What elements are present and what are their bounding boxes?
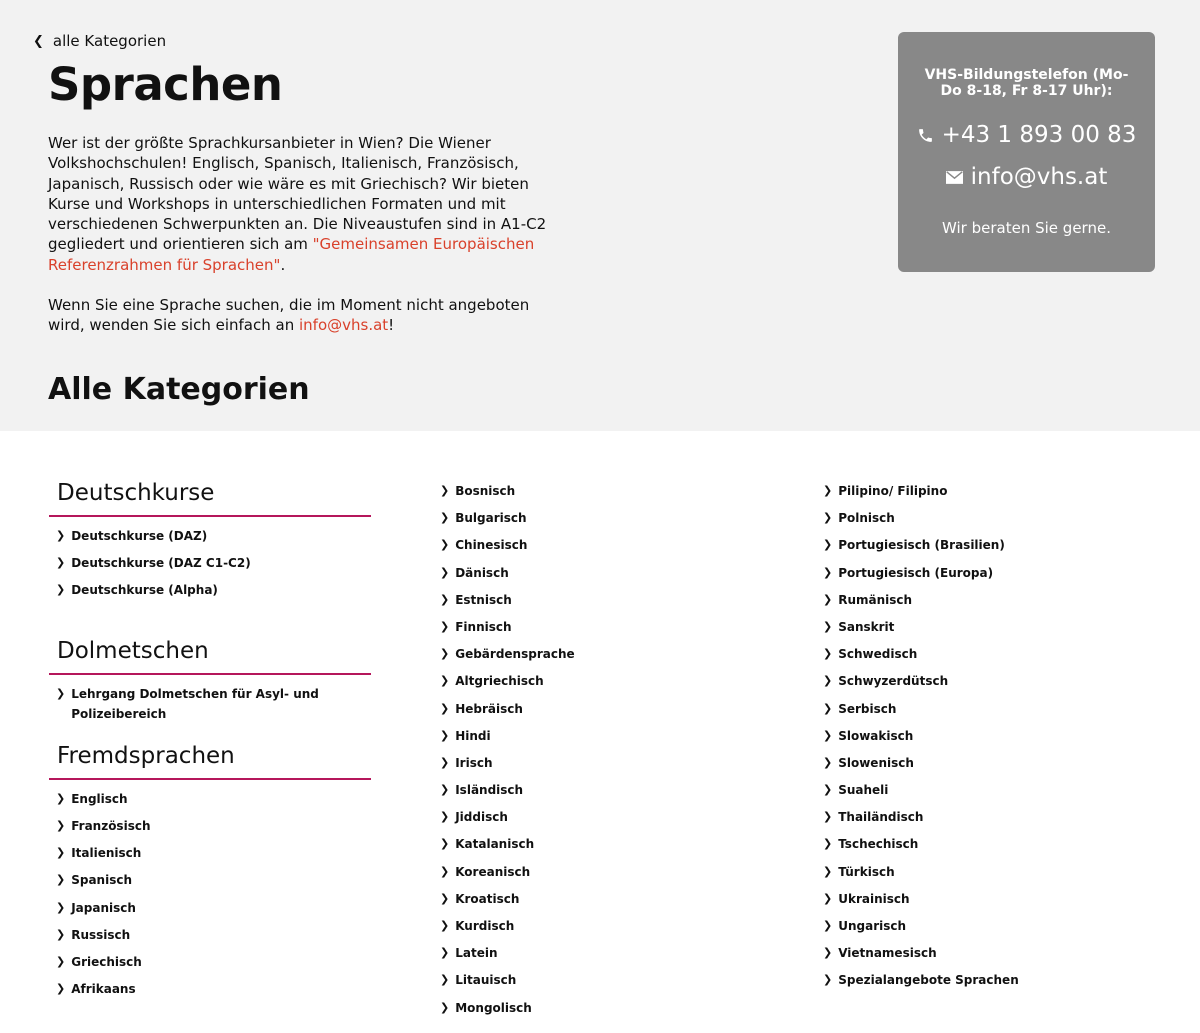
category-item[interactable]: ❯ Kroatisch	[440, 889, 780, 916]
chevron-right-icon: ❯	[440, 674, 450, 688]
category-item[interactable]: ❯ Russisch	[56, 925, 371, 952]
chevron-right-icon: ❯	[823, 728, 833, 742]
category-column-1	[49, 477, 371, 1033]
category-item[interactable]: ❯ Mongolisch	[440, 998, 780, 1025]
category-item[interactable]: ❯ Gebärdensprache	[440, 644, 780, 671]
chevron-right-icon: ❯	[56, 583, 66, 597]
chevron-right-icon: ❯	[440, 511, 450, 525]
category-list	[49, 684, 371, 721]
hotline-phone-number: +43 1 893 00 83	[941, 122, 1137, 148]
category-item[interactable]: ❯ Deutschkurse (DAZ)	[56, 526, 371, 553]
intro-paragraph-2: Wenn Sie eine Sprache suchen, die im Moment nicht angeboten wird, wenden Sie sich einfach an info@vhs.at!	[48, 296, 530, 335]
chevron-right-icon: ❯	[440, 891, 450, 905]
chevron-right-icon: ❯	[56, 873, 66, 887]
chevron-right-icon: ❯	[823, 484, 833, 497]
chevron-right-icon: ❯	[823, 619, 833, 633]
category-item[interactable]: ❯ Englisch	[56, 789, 371, 816]
cefr-link[interactable]: "Gemeinsamen Europäischen Referenzrahmen für Sprachen"	[48, 235, 535, 274]
category-item[interactable]: ❯ Afrikaans	[56, 979, 371, 1006]
chevron-right-icon: ❯	[56, 954, 66, 968]
category-item[interactable]: ❯ Chinesisch	[440, 535, 780, 562]
category-item[interactable]: ❯ Bosnisch	[440, 481, 780, 508]
hotline-phone[interactable]	[898, 122, 1155, 148]
category-item[interactable]: ❯ Litauisch	[440, 970, 780, 997]
chevron-right-icon: ❯	[823, 837, 833, 851]
category-item[interactable]: ❯ Portugiesisch (Brasilien)	[823, 535, 1163, 562]
category-group	[49, 477, 371, 608]
category-column-2	[440, 477, 780, 1025]
chevron-right-icon: ❯	[440, 946, 450, 960]
category-item[interactable]: ❯ Schwedisch	[823, 644, 1163, 671]
category-item[interactable]: ❯ Deutschkurse (Alpha)	[56, 580, 371, 607]
chevron-right-icon: ❯	[440, 565, 450, 579]
category-item[interactable]: ❯ Spanisch	[56, 870, 371, 897]
hotline-box	[898, 32, 1155, 272]
category-item[interactable]: ❯ Suaheli	[823, 780, 1163, 807]
category-item[interactable]: ❯ Hebräisch	[440, 699, 780, 726]
page-title: Sprachen	[48, 58, 283, 111]
group-title: Deutschkurse	[49, 477, 371, 517]
category-list	[49, 789, 371, 1007]
intro-paragraph-1: Wer ist der größte Sprachkursanbieter in Wien? Die Wiener Volkshochschulen! Englisch, Spanisch, Italienisch, Französisch, Japanisch, Russisch oder wie wäre es mit Griechisch? Wir bieten Kurse und Workshops in unterschiedlichen Formaten und mit verschiedenen Schwerpunkten an. Die Niveaustufen sind in A1-C2 gegliedert und orientieren sich am "Gemeinsamen Europäischen Referenzrahmen für Sprachen".	[48, 134, 547, 274]
categories-title: Alle Kategorien	[48, 372, 310, 407]
category-list	[49, 526, 371, 608]
phone-icon	[917, 127, 934, 144]
category-item[interactable]: ❯ Polnisch	[823, 508, 1163, 535]
chevron-right-icon: ❯	[823, 755, 833, 769]
chevron-right-icon: ❯	[440, 919, 450, 932]
chevron-right-icon: ❯	[440, 538, 450, 552]
chevron-right-icon: ❯	[823, 565, 833, 579]
category-group	[49, 740, 371, 1007]
chevron-right-icon: ❯	[823, 810, 833, 824]
chevron-right-icon: ❯	[440, 701, 450, 715]
chevron-right-icon: ❯	[440, 810, 450, 824]
chevron-right-icon: ❯	[440, 592, 450, 606]
chevron-right-icon: ❯	[823, 538, 833, 552]
chevron-right-icon: ❯	[823, 783, 833, 797]
group-title: Dolmetschen	[49, 635, 371, 675]
category-item[interactable]: ❯ Koreanisch	[440, 862, 780, 889]
category-item[interactable]: ❯ Pilipino/ Filipino	[823, 481, 1163, 508]
chevron-right-icon: ❯	[440, 728, 450, 742]
chevron-right-icon: ❯	[56, 982, 66, 996]
category-item[interactable]: ❯ Griechisch	[56, 952, 371, 979]
category-item[interactable]: ❯ Jiddisch	[440, 807, 780, 834]
category-item[interactable]: ❯ Sanskrit	[823, 617, 1163, 644]
chevron-right-icon: ❯	[56, 556, 66, 570]
category-item[interactable]: ❯ Tschechisch	[823, 834, 1163, 861]
chevron-right-icon: ❯	[823, 647, 833, 661]
header-section	[0, 0, 1200, 431]
language-list	[440, 477, 780, 1025]
category-item[interactable]: ❯ Italienisch	[56, 843, 371, 870]
chevron-right-icon: ❯	[440, 783, 450, 797]
category-item[interactable]: ❯ Ungarisch	[823, 916, 1163, 943]
mail-icon	[946, 171, 963, 184]
chevron-right-icon: ❯	[440, 647, 450, 661]
category-item[interactable]: ❯ Thailändisch	[823, 807, 1163, 834]
category-item[interactable]: ❯ Katalanisch	[440, 834, 780, 861]
category-item[interactable]: ❯ Irisch	[440, 753, 780, 780]
category-item[interactable]: ❯ Finnisch	[440, 617, 780, 644]
hotline-email[interactable]	[898, 164, 1155, 190]
intro-text	[48, 133, 568, 356]
group-title: Fremdsprachen	[49, 740, 371, 780]
category-item[interactable]: ❯ Französisch	[56, 816, 371, 843]
chevron-right-icon: ❯	[823, 701, 833, 715]
category-item[interactable]: ❯ Bulgarisch	[440, 508, 780, 535]
chevron-right-icon: ❯	[56, 846, 66, 860]
chevron-right-icon: ❯	[56, 900, 66, 914]
chevron-right-icon: ❯	[823, 919, 833, 932]
back-link-label: alle Kategorien	[52, 32, 167, 50]
category-item[interactable]: ❯ Isländisch	[440, 780, 780, 807]
category-item[interactable]: ❯ Altgriechisch	[440, 671, 780, 698]
category-item[interactable]: ❯ Latein	[440, 943, 780, 970]
category-item[interactable]: ❯ Japanisch	[56, 898, 371, 925]
hotline-label: VHS-Bildungstelefon (Mo-Do 8-18, Fr 8-17 Uhr):	[924, 67, 1129, 99]
chevron-right-icon: ❯	[823, 973, 833, 987]
chevron-right-icon: ❯	[823, 511, 833, 525]
category-item[interactable]: ❯ Ukrainisch	[823, 889, 1163, 916]
category-group	[49, 635, 371, 721]
chevron-right-icon: ❯	[440, 973, 450, 987]
back-to-categories-link[interactable]	[33, 32, 166, 50]
category-item[interactable]: ❯ Serbisch	[823, 699, 1163, 726]
chevron-right-icon: ❯	[823, 946, 833, 960]
language-list	[823, 477, 1163, 998]
hotline-email-address: info@vhs.at	[970, 164, 1108, 190]
category-item[interactable]: ❯ Lehrgang Dolmetschen für Asyl- und Polizeibereich	[56, 684, 371, 711]
chevron-right-icon: ❯	[440, 837, 450, 851]
chevron-right-icon: ❯	[440, 1000, 450, 1014]
chevron-right-icon: ❯	[56, 818, 66, 832]
chevron-right-icon: ❯	[823, 592, 833, 606]
category-item[interactable]: ❯ Türkisch	[823, 862, 1163, 889]
chevron-right-icon: ❯	[440, 619, 450, 633]
chevron-right-icon: ❯	[440, 484, 450, 497]
category-item[interactable]: ❯ Hindi	[440, 726, 780, 753]
category-item[interactable]: ❯ Schwyzerdütsch	[823, 671, 1163, 698]
chevron-right-icon: ❯	[56, 686, 66, 700]
category-item[interactable]: ❯ Rumänisch	[823, 590, 1163, 617]
category-item[interactable]: ❯ Vietnamesisch	[823, 943, 1163, 970]
category-item[interactable]: ❯ Kurdisch	[440, 916, 780, 943]
category-item[interactable]: ❯ Slowenisch	[823, 753, 1163, 780]
category-column-3	[823, 477, 1163, 998]
category-item[interactable]: ❯ Slowakisch	[823, 726, 1163, 753]
chevron-right-icon: ❯	[56, 529, 66, 542]
category-item[interactable]: ❯ Spezialangebote Sprachen	[823, 970, 1163, 997]
contact-email-link[interactable]: info@vhs.at	[298, 316, 389, 335]
chevron-right-icon: ❯	[823, 674, 833, 688]
chevron-right-icon: ❯	[56, 927, 66, 941]
chevron-left-icon: ❮	[33, 33, 44, 49]
chevron-right-icon: ❯	[823, 891, 833, 905]
category-item[interactable]: ❯ Dänisch	[440, 563, 780, 590]
chevron-right-icon: ❯	[440, 864, 450, 878]
chevron-right-icon: ❯	[823, 864, 833, 878]
category-item[interactable]: ❯ Deutschkurse (DAZ C1-C2)	[56, 553, 371, 580]
hotline-note: Wir beraten Sie gerne.	[942, 219, 1111, 237]
chevron-right-icon: ❯	[56, 791, 66, 805]
category-item[interactable]: ❯ Portugiesisch (Europa)	[823, 563, 1163, 590]
category-item[interactable]: ❯ Estnisch	[440, 590, 780, 617]
chevron-right-icon: ❯	[440, 755, 450, 769]
